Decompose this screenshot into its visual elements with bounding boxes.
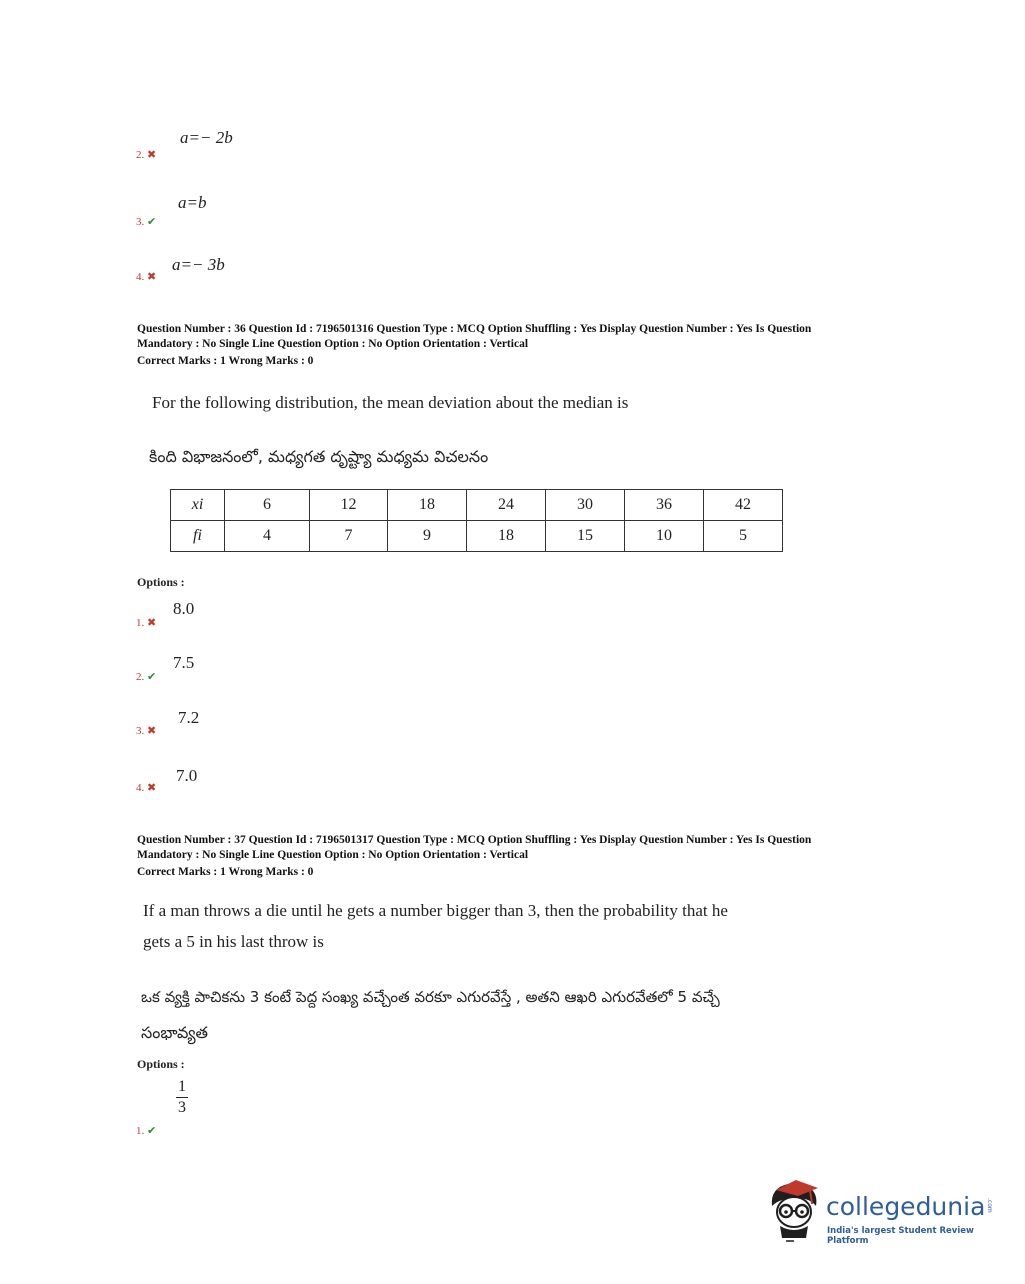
option-number: 1.	[136, 1125, 145, 1137]
logo-tagline: India's largest Student Review Platform	[827, 1226, 974, 1246]
fraction-numerator: 1	[176, 1077, 188, 1098]
q36-option-1-marker	[136, 616, 156, 629]
check-icon: ✔	[147, 1125, 157, 1137]
q37-meta-line3: Correct Marks : 1 Wrong Marks : 0	[137, 866, 314, 878]
wrong-icon: ✖	[147, 617, 157, 629]
q37-meta-line1: Question Number : 37 Question Id : 7196501317 Question Type : MCQ Option Shuffling : Yes Display Question Number : Yes Is Question	[137, 834, 812, 846]
table-cell: 42	[704, 490, 783, 521]
q37-options-label: Options :	[137, 1057, 185, 1071]
fraction	[176, 1077, 188, 1118]
q36-text-telugu: కింది విభాజనంలో, మధ్యగత దృష్ట్యా మధ్యమ విచలనం	[149, 447, 489, 466]
option-number: 2.	[136, 671, 145, 683]
table-header-x: xi	[171, 490, 225, 521]
q37-text-telugu-line1: ఒక వ్యక్తి పాచికను 3 కంటే పెద్ద సంఖ్య వచ్చేంత వరకూ ఎగురవేస్తే , అతని ఆఖరి ఎగురవేతలో 5 వచ్చే	[141, 988, 720, 1006]
prev-option-3-marker	[136, 215, 156, 228]
option-number: 2.	[136, 149, 145, 161]
q36-option-4-marker	[136, 781, 156, 794]
option-number: 4.	[136, 782, 145, 794]
q36-option-2-value: 7.5	[173, 653, 195, 672]
q36-option-1-value: 8.0	[173, 599, 195, 618]
fraction-denominator: 3	[178, 1099, 186, 1116]
q37-text-english-line1: If a man throws a die until he gets a number bigger than 3, then the probability that he	[143, 901, 728, 920]
logo-wordmark: collegedunia	[826, 1192, 986, 1221]
q37-meta-line2: Mandatory : No Single Line Question Option : No Option Orientation : Vertical	[137, 849, 529, 861]
table-cell: 4	[225, 521, 310, 552]
q36-option-2-marker	[136, 670, 156, 683]
q36-option-4-value: 7.0	[176, 766, 198, 785]
logo-com: .com	[986, 1198, 993, 1213]
option-number: 3.	[136, 216, 145, 228]
table-cell: 15	[546, 521, 625, 552]
wrong-icon: ✖	[147, 782, 157, 794]
option-number: 3.	[136, 725, 145, 737]
q36-text-english: For the following distribution, the mean deviation about the median is	[152, 393, 629, 412]
collegedunia-logo[interactable]	[766, 1178, 996, 1248]
q36-options-label: Options :	[137, 575, 185, 589]
option-number: 4.	[136, 271, 145, 283]
prev-option-4-value: a=− 3b	[172, 255, 225, 274]
table-cell: 24	[467, 490, 546, 521]
table-cell: 18	[467, 521, 546, 552]
q37-text-telugu-line2: సంభావ్యత	[141, 1023, 208, 1042]
table-cell: 9	[388, 521, 467, 552]
q37-metadata	[137, 833, 897, 880]
table-cell: 30	[546, 490, 625, 521]
table-cell: 10	[625, 521, 704, 552]
option-number: 1.	[136, 617, 145, 629]
mascot-icon	[766, 1178, 826, 1244]
table-row-x	[171, 490, 783, 521]
check-icon: ✔	[147, 671, 157, 683]
q36-metadata	[137, 322, 897, 369]
table-header-f: fi	[171, 521, 225, 552]
table-cell: 7	[310, 521, 388, 552]
wrong-icon: ✖	[147, 725, 157, 737]
q36-option-3-marker	[136, 724, 156, 737]
table-cell: 18	[388, 490, 467, 521]
q36-distribution-table	[170, 489, 783, 552]
table-cell: 5	[704, 521, 783, 552]
wrong-icon: ✖	[147, 271, 157, 283]
q36-option-3-value: 7.2	[178, 708, 200, 727]
prev-option-2-value: a=− 2b	[180, 128, 233, 147]
q36-meta-line3: Correct Marks : 1 Wrong Marks : 0	[137, 355, 314, 367]
table-cell: 36	[625, 490, 704, 521]
q37-option-1-value	[176, 1077, 188, 1118]
table-row-f	[171, 521, 783, 552]
q37-text-english-line2: gets a 5 in his last throw is	[143, 932, 324, 951]
q37-option-1-marker	[136, 1124, 156, 1137]
prev-option-2-marker	[136, 148, 156, 161]
q36-meta-line1: Question Number : 36 Question Id : 7196501316 Question Type : MCQ Option Shuffling : Yes Display Question Number : Yes Is Question	[137, 323, 812, 335]
prev-option-3-value: a=b	[178, 193, 207, 212]
table-cell: 6	[225, 490, 310, 521]
prev-option-4-marker	[136, 270, 156, 283]
table-cell: 12	[310, 490, 388, 521]
check-icon: ✔	[147, 216, 157, 228]
wrong-icon: ✖	[147, 149, 157, 161]
q36-meta-line2: Mandatory : No Single Line Question Option : No Option Orientation : Vertical	[137, 338, 529, 350]
